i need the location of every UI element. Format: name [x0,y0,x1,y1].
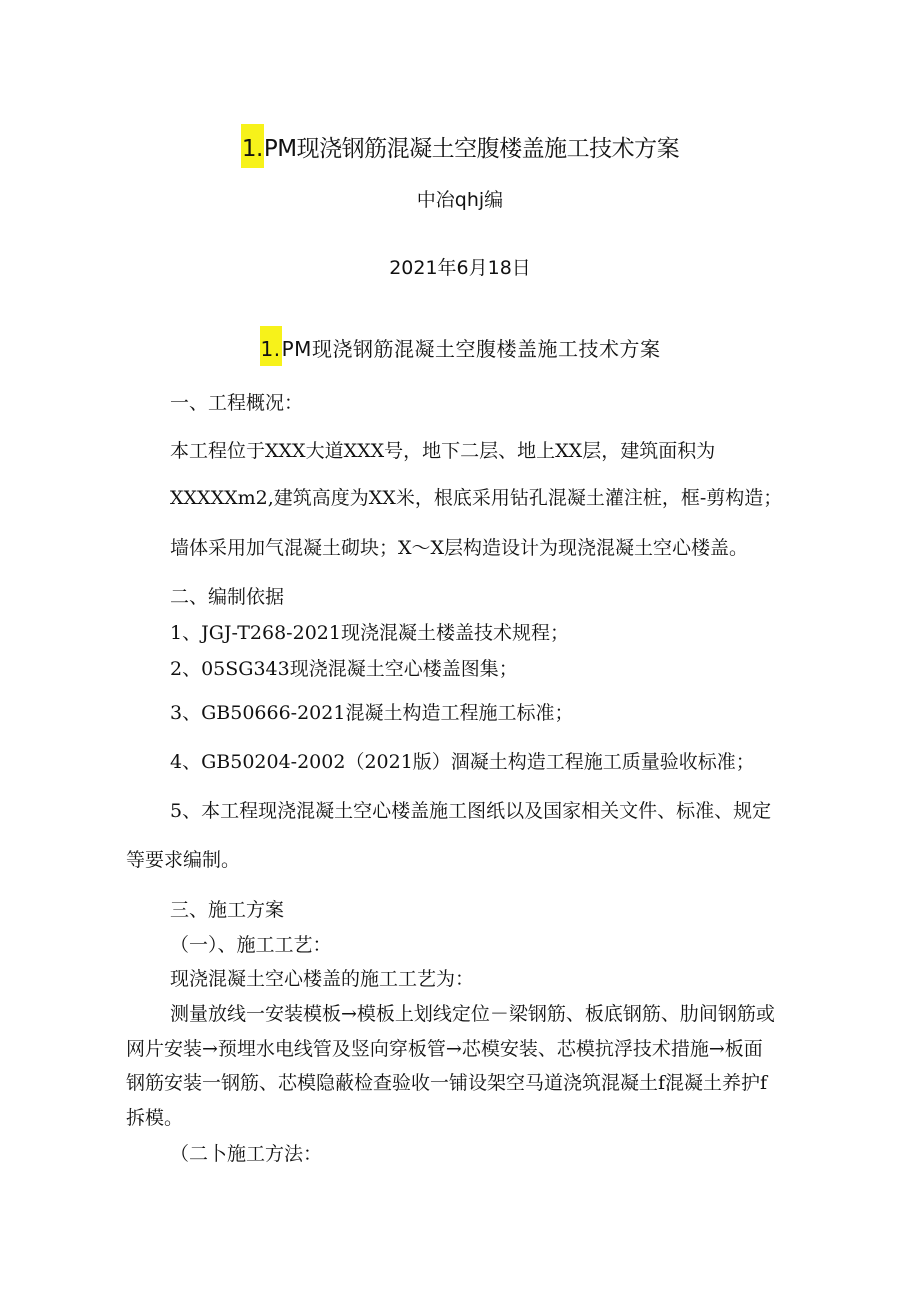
subtitle-number-highlight: 1. [260,326,282,366]
list-item-continuation: 等要求编制。 [126,849,241,871]
subsection-heading: （一）、施工工艺： [170,934,332,956]
section-heading-plan: 三、施工方案 [170,899,285,921]
document-author: 中冶qhj编 [416,189,504,211]
list-item: 4、GB50204-2002（2021版）涸凝土构造工程施工质量验收标准； [170,751,755,773]
list-item: 5、本工程现浇混凝土空心楼盖施工图纸以及国家相关文件、标准、规定 [170,800,772,822]
section-heading-basis: 二、编制依据 [170,586,285,608]
list-item: 3、GB50666-2021混凝土构造工程施工标准； [170,702,574,724]
subsection-heading: （二卜施工方法： [170,1143,323,1165]
paragraph-line: 拆模。 [126,1107,184,1129]
paragraph-line: 测量放线一安装模板→模板上划线定位－梁钢筋、板底钢筋、肋间钢筋或 [170,1003,775,1025]
document-subtitle [0,326,920,366]
paragraph-line: 钢筋安装一钢筋、芯模隐蔽检查验收一铺设架空马道浇筑混凝土f混凝土养护f [126,1072,768,1094]
paragraph-line: 网片安装→预埋水电线管及竖向穿板管→芯模安装、芯模抗浮技术措施→板面 [126,1038,763,1060]
document-title [0,124,920,168]
document-date: 2021年6月18日 [389,257,531,279]
paragraph-line: XXXXXm2,建筑高度为XX米，根底采用钻孔混凝土灌注桩，框-剪构造； [170,487,783,509]
list-item: 1、JGJ-T268-2021现浇混凝土楼盖技术规程； [170,622,569,644]
subtitle-text: PM现浇钢筋混凝土空腹楼盖施工技术方案 [281,337,661,361]
paragraph-line: 本工程位于XXX大道XXX号，地下二层、地上XX层，建筑面积为 [170,440,716,462]
title-text: PM现浇钢筋混凝土空腹楼盖施工技术方案 [263,136,680,162]
title-number-highlight: 1. [241,124,264,168]
list-item: 2、05SG343现浇混凝土空心楼盖图集； [170,658,518,680]
paragraph-line: 现浇混凝土空心楼盖的施工工艺为： [170,968,475,990]
paragraph-line: 墙体采用加气混凝土砌块；X～X层构造设计为现浇混凝土空心楼盖。 [170,537,749,559]
section-heading-overview: 一、工程概况： [170,392,304,414]
